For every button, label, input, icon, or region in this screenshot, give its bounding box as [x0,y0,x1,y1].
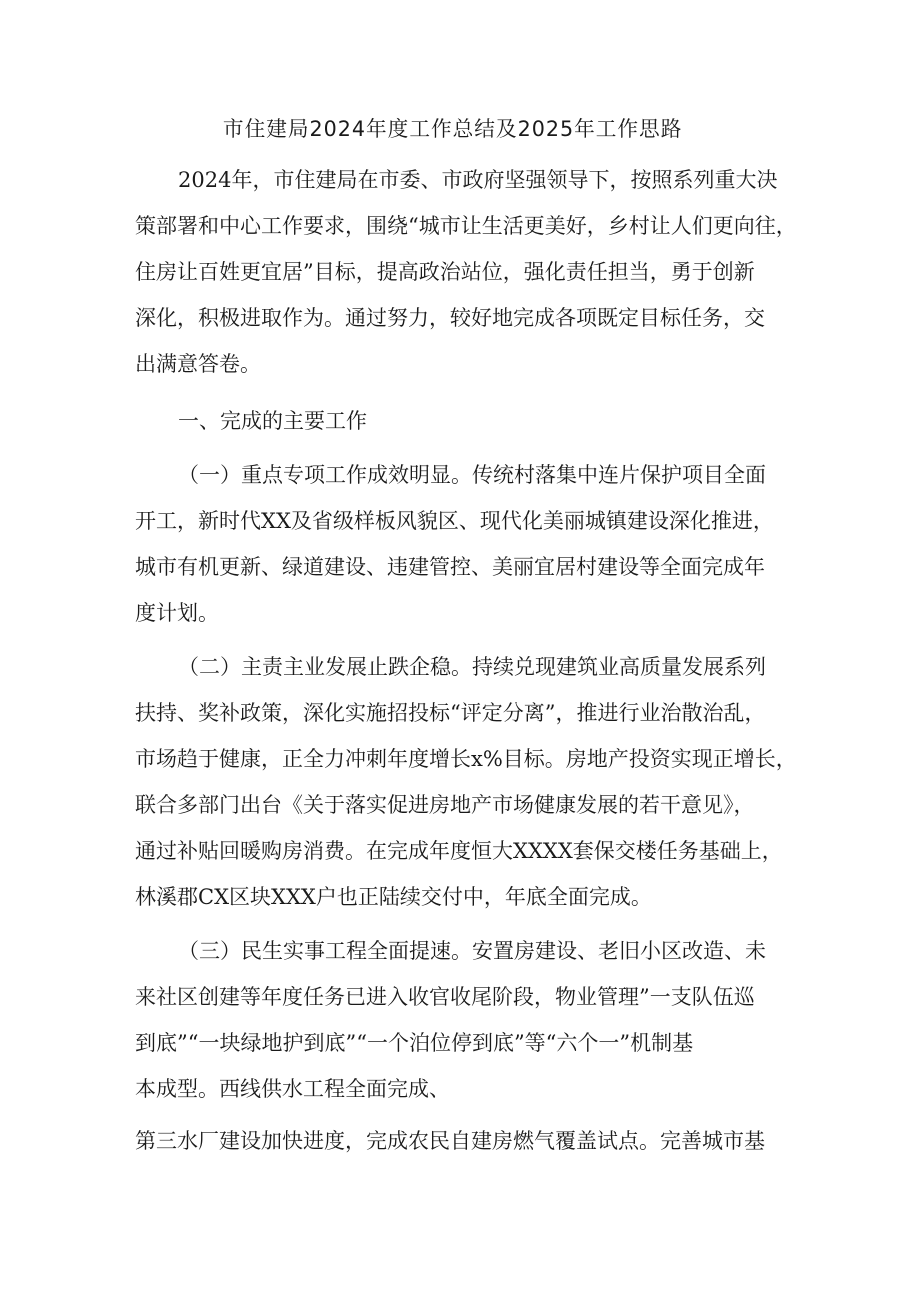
item1-line-3: 城市有机更新、绿道建设、违建管控、美丽宜居村建设等全面完成年 [135,555,765,579]
intro-line-2: 策部署和中心工作要求，围绕“城市让生活更美好，乡村让人们更向往， [135,214,797,238]
item3-line-4: 本成型。西线供水工程全面完成、 [135,1077,450,1101]
item1-line-2: 开工，新时代XX及省级样板风貌区、现代化美丽城镇建设深化推进， [135,509,774,533]
item3-line-1: （三）民生实事工程全面提速。安置房建设、老旧小区改造、未 [178,939,766,963]
item1-line-1: （一）重点专项工作成效明显。传统村落集中连片保护项目全面 [178,463,766,487]
item2-line-5: 通过补贴回暖购房消费。在完成年度恒大XXXX套保交楼任务基础上， [135,839,783,863]
item1-line-4: 度计划。 [135,601,219,625]
section-heading: 一、完成的主要工作 [178,409,367,433]
intro-line-1: 2024年，市住建局在市委、市政府坚强领导下，按照系列重大决 [178,168,778,192]
intro-line-3: 住房让百姓更宜居”目标，提高政治站位，强化责任担当，勇于创新 [135,260,755,284]
item3-line-2: 来社区创建等年度任务已进入收官收尾阶段，物业管理”一支队伍巡 [135,985,755,1009]
item2-line-3: 市场趋于健康，正全力冲刺年度增长x%目标。房地产投资实现正增长， [135,747,797,771]
item3-line-3: 到底”“一块绿地护到底”“一个泊位停到底”等“六个一”机制基 [135,1031,694,1055]
item2-line-6: 林溪郡CX区块XXX户也正陆续交付中，年底全面完成。 [135,885,652,909]
item2-line-2: 扶持、奖补政策，深化实施招投标“评定分离”，推进行业治散治乱， [135,701,766,725]
intro-line-5: 出满意答卷。 [135,352,261,376]
item2-line-4: 联合多部门出台《关于落实促进房地产市场健康发展的若干意见》， [135,793,755,817]
intro-line-4: 深化，积极进取作为。通过努力，较好地完成各项既定目标任务，交 [135,306,765,330]
item3-line-5: 第三水厂建设加快进度，完成农民自建房燃气覆盖试点。完善城市基 [135,1129,765,1153]
document-title: 市住建局2024年度工作总结及2025年工作思路 [222,117,683,141]
item2-line-1: （二）主责主业发展止跌企稳。持续兑现建筑业高质量发展系列 [178,655,766,679]
